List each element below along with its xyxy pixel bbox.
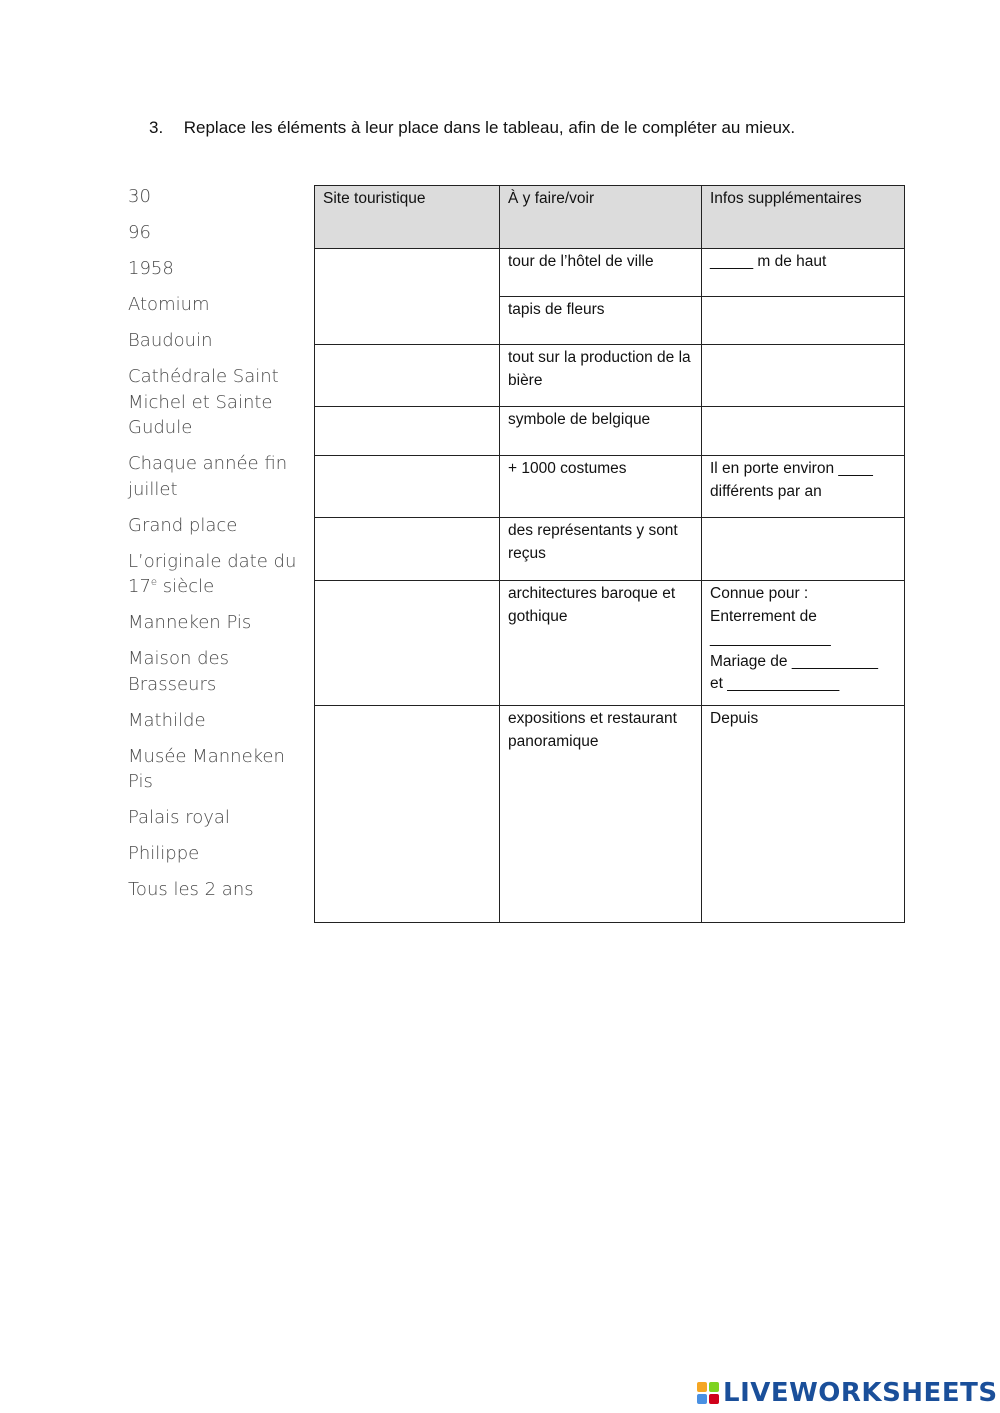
todo-cell: + 1000 costumes [500, 456, 702, 518]
header-todo: À y faire/voir [500, 186, 702, 249]
logo-text: LIVEWORKSHEETS [723, 1378, 998, 1408]
info-line[interactable]: ______________ [710, 630, 831, 647]
word-bank-item-suffix: siècle [157, 576, 215, 597]
word-bank-item[interactable]: Baudouin [128, 330, 213, 351]
site-drop-cell[interactable] [315, 249, 500, 345]
info-line: Enterrement de [710, 607, 817, 625]
info-cell[interactable]: Depuis [702, 706, 905, 923]
table-row [315, 706, 905, 923]
tourist-sites-table [314, 185, 905, 923]
word-bank-item-sup: e [150, 577, 158, 588]
table-row [315, 581, 905, 706]
table-row [315, 456, 905, 518]
todo-cell: expositions et restaurant panoramique [500, 706, 702, 923]
info-drop-cell[interactable] [702, 345, 905, 407]
info-line: Connue pour : [710, 585, 809, 602]
info-drop-cell[interactable] [702, 407, 905, 456]
site-drop-cell[interactable] [315, 581, 500, 706]
word-bank-item[interactable]: Palais royal [128, 807, 230, 828]
word-bank-item[interactable]: Tous les 2 ans [128, 879, 254, 900]
todo-cell: des représentants y sont reçus [500, 518, 702, 581]
word-bank-item[interactable]: Atomium [128, 294, 210, 315]
header-site: Site touristique [315, 186, 500, 249]
todo-cell: tapis de fleurs [500, 297, 702, 345]
instruction-number: 3. [149, 118, 164, 137]
word-bank-item[interactable]: Grand place [128, 514, 238, 536]
word-bank-item[interactable]: Maison des Brasseurs [128, 648, 229, 695]
word-bank-item-prefix: L’originale date du 17 [128, 550, 297, 597]
site-drop-cell[interactable] [315, 345, 500, 407]
table-row [315, 518, 905, 581]
logo-mark-icon [697, 1382, 719, 1404]
info-line[interactable]: Mariage de __________ [710, 652, 879, 670]
word-bank-item-17e-siecle[interactable] [128, 549, 313, 600]
word-bank-item[interactable]: Manneken Pis [128, 612, 252, 633]
site-drop-cell[interactable] [315, 407, 500, 456]
word-bank-item[interactable]: 1958 [128, 258, 174, 279]
liveworksheets-logo [697, 1378, 998, 1408]
word-bank-item[interactable]: Chaque année fin juillet [128, 453, 288, 500]
todo-cell: tour de l’hôtel de ville [500, 249, 702, 297]
info-drop-cell[interactable] [702, 297, 905, 345]
word-bank-item[interactable]: 30 [128, 186, 151, 207]
todo-cell: symbole de belgique [500, 407, 702, 456]
word-bank-item[interactable]: Philippe [128, 843, 200, 864]
table-row [315, 407, 905, 456]
table-row [315, 345, 905, 407]
todo-cell: architectures baroque et gothique [500, 581, 702, 706]
table-header-row [315, 186, 905, 249]
info-cell[interactable]: _____ m de haut [702, 249, 905, 297]
header-info: Infos supplémentaires [702, 186, 905, 249]
word-bank [128, 184, 313, 913]
info-line[interactable]: et _____________ [710, 675, 840, 692]
instruction [149, 118, 795, 138]
site-drop-cell[interactable] [315, 456, 500, 518]
site-drop-cell[interactable] [315, 706, 500, 923]
info-cell[interactable] [702, 581, 905, 706]
info-drop-cell[interactable] [702, 518, 905, 581]
word-bank-item[interactable]: 96 [128, 222, 151, 243]
table-row [315, 249, 905, 297]
word-bank-item[interactable]: Cathédrale Saint Michel et Sainte Gudule [128, 366, 279, 438]
word-bank-item[interactable]: Musée Manneken Pis [128, 745, 285, 792]
instruction-text: Replace les éléments à leur place dans le tableau, afin de le compléter au mieux. [183, 118, 796, 137]
word-bank-item[interactable]: Mathilde [128, 709, 206, 731]
todo-cell: tout sur la production de la bière [500, 345, 702, 407]
info-cell[interactable]: Il en porte environ ____ différents par an [702, 456, 905, 518]
site-drop-cell[interactable] [315, 518, 500, 581]
